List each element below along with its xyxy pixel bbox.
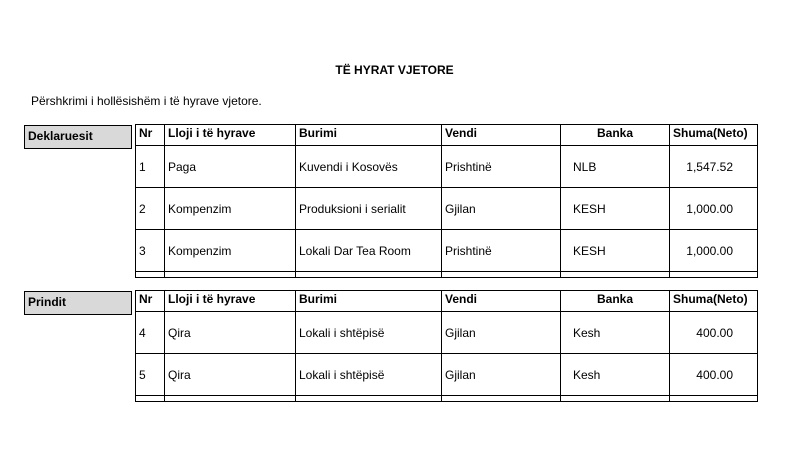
cell-bank: NLB — [561, 146, 670, 188]
cell-type: Qira — [165, 354, 296, 396]
cell-amount: 400.00 — [670, 312, 758, 354]
cell-type: Qira — [165, 312, 296, 354]
cell-place: Prishtinë — [442, 230, 561, 272]
cell-source: Lokali i shtëpisë — [296, 354, 442, 396]
header-bank: Banka — [561, 125, 670, 146]
table-row — [136, 146, 758, 188]
header-nr: Nr — [136, 125, 165, 146]
table-spacer-row — [136, 396, 758, 402]
cell-place: Prishtinë — [442, 146, 561, 188]
table-row — [136, 230, 758, 272]
header-source: Burimi — [296, 125, 442, 146]
cell-type: Kompenzim — [165, 188, 296, 230]
income-table-deklaruesit — [135, 124, 758, 278]
document-title: TË HYRAT VJETORE — [335, 63, 454, 77]
cell-amount: 400.00 — [670, 354, 758, 396]
cell-nr: 5 — [136, 354, 165, 396]
header-bank: Banka — [561, 291, 670, 312]
header-amount: Shuma(Neto) — [670, 291, 758, 312]
cell-source: Lokali i shtëpisë — [296, 312, 442, 354]
cell-amount: 1,547.52 — [670, 146, 758, 188]
table-header-row — [136, 125, 758, 146]
cell-bank: Kesh — [561, 312, 670, 354]
section-label-prindit: Prindit — [24, 291, 132, 315]
table-row — [136, 188, 758, 230]
cell-amount: 1,000.00 — [670, 230, 758, 272]
header-type: Lloji i të hyrave — [165, 291, 296, 312]
table-row — [136, 312, 758, 354]
cell-place: Gjilan — [442, 188, 561, 230]
cell-type: Kompenzim — [165, 230, 296, 272]
header-amount: Shuma(Neto) — [670, 125, 758, 146]
cell-nr: 1 — [136, 146, 165, 188]
cell-source: Lokali Dar Tea Room — [296, 230, 442, 272]
cell-source: Produksioni i serialit — [296, 188, 442, 230]
cell-bank: KESH — [561, 230, 670, 272]
header-place: Vendi — [442, 125, 561, 146]
header-source: Burimi — [296, 291, 442, 312]
document-description: Përshkrimi i hollësishëm i të hyrave vjetore. — [31, 94, 262, 108]
income-table-prindit — [135, 290, 758, 402]
cell-place: Gjilan — [442, 312, 561, 354]
table-header-row — [136, 291, 758, 312]
cell-nr: 4 — [136, 312, 165, 354]
cell-type: Paga — [165, 146, 296, 188]
cell-amount: 1,000.00 — [670, 188, 758, 230]
cell-bank: KESH — [561, 188, 670, 230]
section-label-deklaruesit: Deklaruesit — [24, 125, 132, 149]
cell-bank: Kesh — [561, 354, 670, 396]
header-type: Lloji i të hyrave — [165, 125, 296, 146]
cell-place: Gjilan — [442, 354, 561, 396]
cell-nr: 3 — [136, 230, 165, 272]
table-spacer-row — [136, 272, 758, 278]
cell-nr: 2 — [136, 188, 165, 230]
header-nr: Nr — [136, 291, 165, 312]
header-place: Vendi — [442, 291, 561, 312]
cell-source: Kuvendi i Kosovës — [296, 146, 442, 188]
table-row — [136, 354, 758, 396]
